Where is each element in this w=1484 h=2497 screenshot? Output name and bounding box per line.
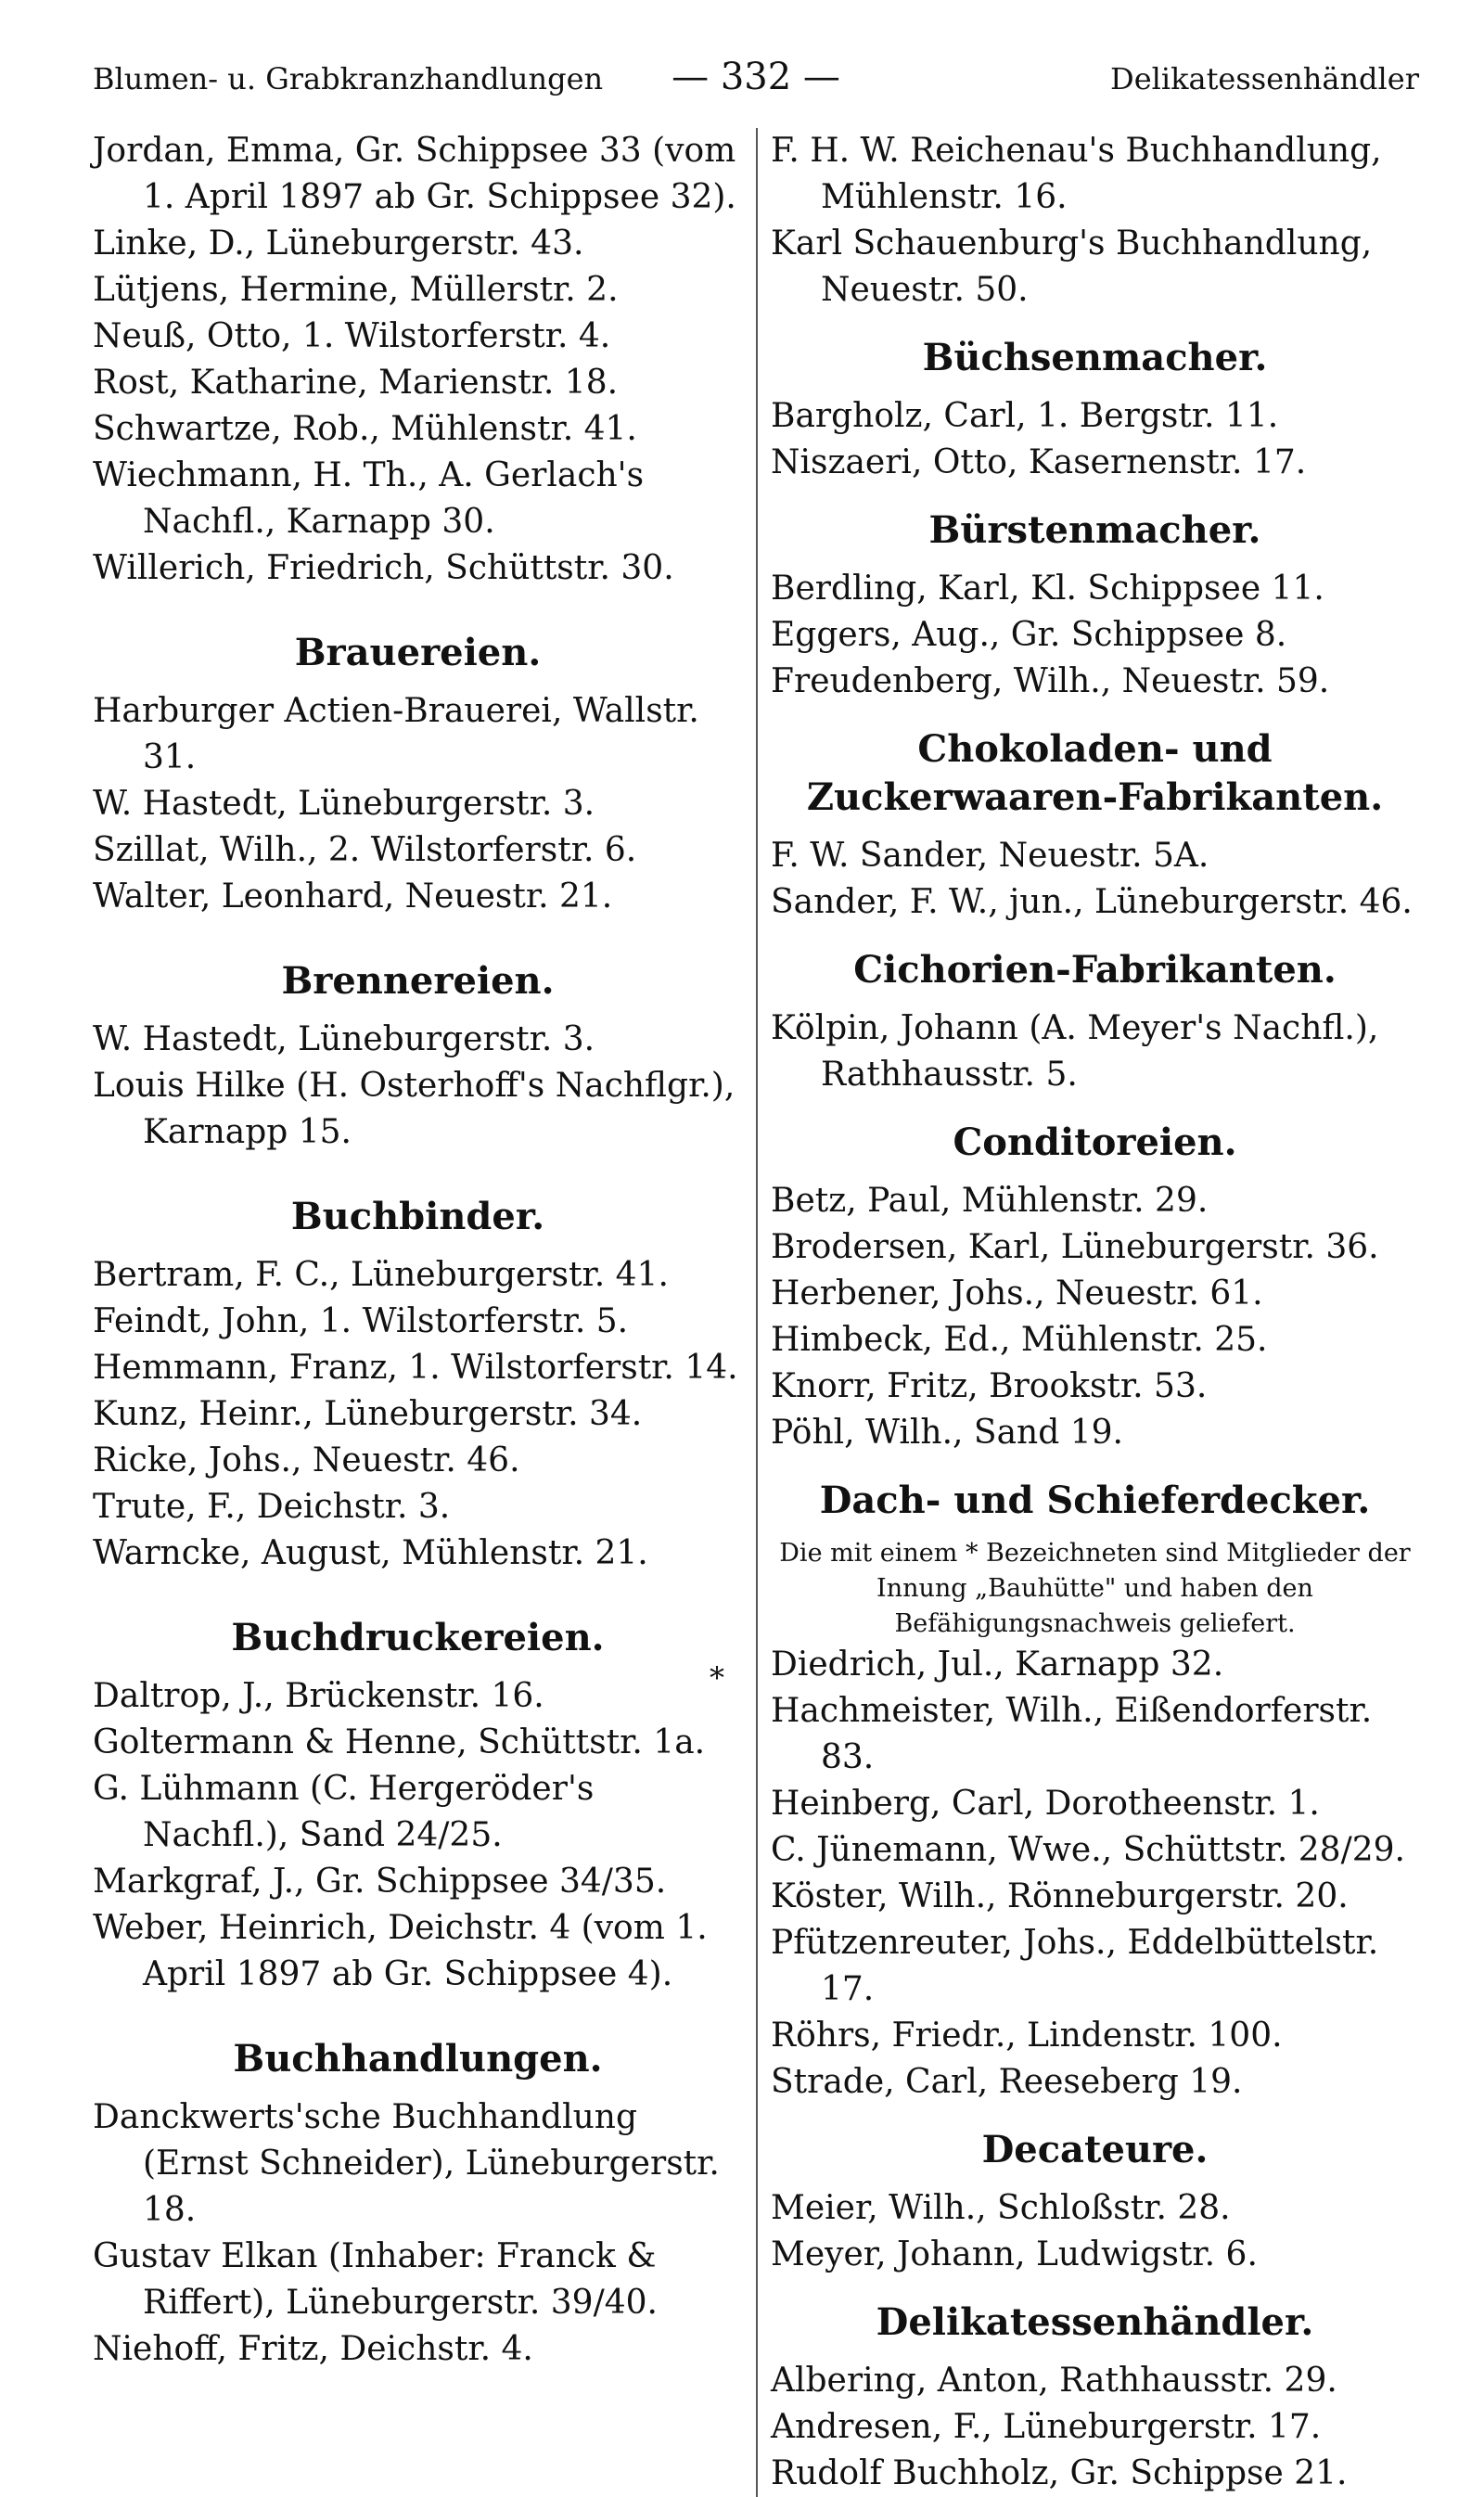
left-column <box>93 128 756 2497</box>
list-item: Goltermann & Henne, Schüttstr. 1a. <box>93 1723 706 1761</box>
list-item: Meier, Wilh., Schloßstr. 28. <box>771 2189 1231 2227</box>
list-item: Pöhl, Wilh., Sand 19. <box>771 1414 1123 1452</box>
list-item: Gustav Elkan (Inhaber: Franck & Riffert), Lüneburgerstr. 39/40. <box>93 2237 658 2322</box>
list-item: Kunz, Heinr., Lüneburgerstr. 34. <box>93 1395 643 1433</box>
list-item: Röhrs, Friedr., Lindenstr. 100. <box>771 2017 1283 2055</box>
list-item: C. Jünemann, Wwe., Schüttstr. 28/29. <box>771 1831 1405 1869</box>
list-item: Meyer, Johann, Ludwigstr. 6. <box>771 2235 1258 2273</box>
section-note: Die mit einem * Bezeichneten sind Mitglieder der Innung „Bauhütte" und haben den Befähigungsnachweis geliefert. <box>779 1539 1411 1638</box>
page-header <box>93 56 1419 111</box>
list-item: Warncke, August, Mühlenstr. 21. <box>93 1534 648 1572</box>
list-item: Trute, F., Deichstr. 3. <box>93 1488 451 1526</box>
list-item: Kölpin, Johann (A. Meyer's Nachfl.), Rathhausstr. 5. <box>771 1009 1379 1094</box>
list-item: Rost, Katharine, Marienstr. 18. <box>93 364 619 402</box>
section-title-cichorien: Cichorien-Fabrikanten. <box>853 948 1337 992</box>
list-item: Feindt, John, 1. Wilstorferstr. 5. <box>93 1302 629 1340</box>
right-column <box>710 128 1419 2497</box>
list-item: Neuß, Otto, 1. Wilstorferstr. 4. <box>93 317 611 355</box>
blumen-list <box>93 128 743 592</box>
list-item: Betz, Paul, Mühlenstr. 29. <box>771 1182 1209 1220</box>
list-item: Strade, Carl, Reeseberg 19. <box>771 2063 1243 2101</box>
section-title-brauereien: Brauereien. <box>294 631 542 674</box>
list-item: Herbener, Johs., Neuestr. 61. <box>771 1274 1263 1313</box>
list-item: F. H. W. Reichenau's Buchhandlung, Mühlenstr. 16. <box>771 132 1382 216</box>
list-item: W. Hastedt, Lüneburgerstr. 3. <box>93 1020 595 1058</box>
list-item: Hemmann, Franz, 1. Wilstorferstr. 14. <box>93 1349 738 1387</box>
list-item: Ricke, Johs., Neuestr. 46. <box>93 1441 520 1479</box>
section-title-buchhandlungen: Buchhandlungen. <box>233 2037 603 2081</box>
section-title-conditoreien: Conditoreien. <box>953 1120 1237 1164</box>
list-item: Köster, Wilh., Rönneburgerstr. 20. <box>771 1877 1349 1915</box>
section-title-delikatessen: Delikatessenhändler. <box>876 2300 1314 2344</box>
list-item: Schwartze, Rob., Mühlenstr. 41. <box>93 410 637 448</box>
section-title-buerstenmacher: Bürstenmacher. <box>928 508 1261 552</box>
section-title-brennereien: Brennereien. <box>281 959 555 1003</box>
list-item: Szillat, Wilh., 2. Wilstorferstr. 6. <box>93 831 637 869</box>
header-left-topic: Blumen- u. Grabkranzhandlungen <box>93 61 604 96</box>
section-title-decateure: Decateure. <box>981 2128 1209 2171</box>
list-item: Markgraf, J., Gr. Schippsee 34/35. <box>93 1863 667 1901</box>
list-item: * Diedrich, Jul., Karnapp 32. <box>710 1645 1224 1696</box>
list-item-text: Diedrich, Jul., Karnapp 32. <box>771 1645 1224 1684</box>
list-item: Rudolf Buchholz, Gr. Schippse 21. <box>771 2454 1348 2492</box>
list-item: Eggers, Aug., Gr. Schippsee 8. <box>771 616 1287 654</box>
list-item: Harburger Actien-Brauerei, Wallstr. 31. <box>93 692 699 776</box>
list-item: Danckwerts'sche Buchhandlung (Ernst Schneider), Lüneburgerstr. 18. <box>93 2098 720 2229</box>
list-item: Louis Hilke (H. Osterhoff's Nachflgr.), Karnapp 15. <box>93 1067 736 1151</box>
list-item: Andresen, F., Lüneburgerstr. 17. <box>771 2408 1322 2446</box>
section-title-chokoladen: Chokoladen- und Zuckerwaaren-Fabrikanten. <box>806 727 1384 819</box>
list-item: Hachmeister, Wilh., Eißendorferstr. 83. <box>771 1692 1373 1776</box>
list-item: Jordan, Emma, Gr. Schippsee 33 (vom 1. April 1897 ab Gr. Schippsee 32). <box>93 132 736 216</box>
list-item: Niehoff, Fritz, Deichstr. 4. <box>93 2330 533 2368</box>
list-item: Niszaeri, Otto, Kasernenstr. 17. <box>771 443 1307 481</box>
list-item: Daltrop, J., Brückenstr. 16. <box>93 1677 544 1715</box>
section-title-dachdecker: Dach- und Schieferdecker. <box>819 1479 1371 1522</box>
list-item: Wiechmann, H. Th., A. Gerlach's Nachfl., Karnapp 30. <box>93 456 645 541</box>
list-item: Sander, F. W., jun., Lüneburgerstr. 46. <box>771 883 1413 921</box>
list-item: Walter, Leonhard, Neuestr. 21. <box>93 877 613 916</box>
section-title-buchdruckereien: Buchdruckereien. <box>231 1616 605 1659</box>
list-item: Bertram, F. C., Lüneburgerstr. 41. <box>93 1256 669 1294</box>
list-item: Berdling, Karl, Kl. Schippsee 11. <box>771 570 1324 608</box>
list-item: Himbeck, Ed., Mühlenstr. 25. <box>771 1321 1268 1359</box>
page-number: — 332 — <box>672 56 840 98</box>
section-title-buchbinder: Buchbinder. <box>290 1195 545 1238</box>
list-item: F. W. Sander, Neuestr. 5A. <box>771 837 1209 875</box>
list-item: Willerich, Friedrich, Schüttstr. 30. <box>93 549 674 587</box>
list-item: Heinberg, Carl, Dorotheenstr. 1. <box>771 1785 1320 1823</box>
header-right-topic: Delikatessenhändler <box>1110 61 1419 96</box>
list-item: G. Lühmann (C. Hergeröder's Nachfl.), Sand 24/25. <box>93 1770 595 1854</box>
list-item: Lütjens, Hermine, Müllerstr. 2. <box>93 271 619 309</box>
section-title-buechsenmacher: Büchsenmacher. <box>922 336 1268 379</box>
list-item: Karl Schauenburg's Buchhandlung, Neuestr. 50. <box>771 224 1373 309</box>
list-item: Freudenberg, Wilh., Neuestr. 59. <box>771 662 1330 700</box>
list-item: Knorr, Fritz, Brookstr. 53. <box>771 1367 1208 1405</box>
list-item: Bargholz, Carl, 1. Bergstr. 11. <box>771 397 1279 435</box>
list-item: Weber, Heinrich, Deichstr. 4 (vom 1. April 1897 ab Gr. Schippsee 4). <box>93 1909 708 1993</box>
list-item: Pfützenreuter, Johs., Eddelbüttelstr. 17. <box>771 1924 1379 2008</box>
list-item: W. Hastedt, Lüneburgerstr. 3. <box>93 785 595 823</box>
list-item: Brodersen, Karl, Lüneburgerstr. 36. <box>771 1228 1379 1266</box>
list-item: Albering, Anton, Rathhausstr. 29. <box>771 2362 1337 2400</box>
list-item: Linke, D., Lüneburgerstr. 43. <box>93 224 584 263</box>
